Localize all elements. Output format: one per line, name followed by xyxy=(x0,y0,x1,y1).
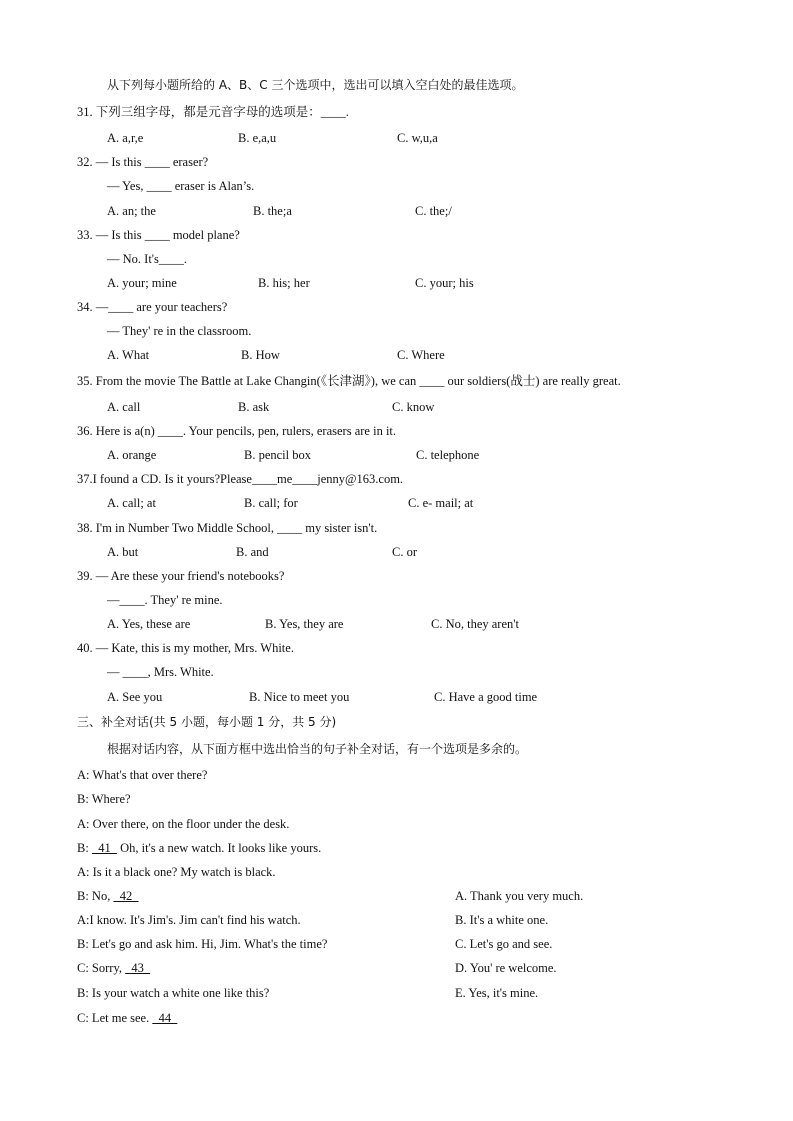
q40-option-a: A. See you xyxy=(107,690,163,704)
q31-option-a: A. a,r,e xyxy=(107,131,144,145)
dialogue-text: B: xyxy=(77,841,92,855)
q40-option-b: B. Nice to meet you xyxy=(249,690,350,704)
q39-option-c: C. No, they aren't xyxy=(431,617,519,631)
q39-option-a: A. Yes, these are xyxy=(107,617,191,631)
q33-option-a: A. your; mine xyxy=(107,276,177,290)
q33-option-b: B. his; her xyxy=(258,276,310,290)
q36-option-c: C. telephone xyxy=(416,448,480,462)
q34-option-c: C. Where xyxy=(397,348,445,362)
q34-option-b: B. How xyxy=(241,348,280,362)
section-3-title: 三、补全对话(共 5 小题，每小题 1 分，共 5 分) xyxy=(77,715,337,729)
dialogue-text: A: Is it a black one? My watch is black. xyxy=(77,865,276,879)
question-34-reply: — They' re in the classroom. xyxy=(107,324,252,338)
q32-option-b: B. the;a xyxy=(253,204,292,218)
q36-option-a: A. orange xyxy=(107,448,157,462)
q38-option-a: A. but xyxy=(107,545,139,559)
dialogue-text: B: No, xyxy=(77,889,114,903)
question-35-stem: 35. From the movie The Battle at Lake Changin(《长津湖》), we can ____ our soldiers(战士) are really great. xyxy=(77,374,621,388)
question-33-reply: — No. It's____. xyxy=(107,252,188,266)
dialogue-text: B: Is your watch a white one like this? xyxy=(77,986,270,1000)
question-34-stem: 34. —____ are your teachers? xyxy=(77,300,228,314)
section-3-instruction: 根据对话内容，从下面方框中选出恰当的句子补全对话，有一个选项是多余的。 xyxy=(107,742,528,756)
option-b: B. It's a white one. xyxy=(455,913,549,927)
q32-option-a: A. an; the xyxy=(107,204,156,218)
question-39-reply: —____. They' re mine. xyxy=(107,593,223,607)
q35-option-c: C. know xyxy=(392,400,435,414)
question-31-stem: 31. 下列三组字母，都是元音字母的选项是：____. xyxy=(77,105,349,119)
blank-43: 43 xyxy=(125,961,151,975)
question-32-stem: 32. — Is this ____ eraser? xyxy=(77,155,209,169)
q40-option-c: C. Have a good time xyxy=(434,690,538,704)
option-e: E. Yes, it's mine. xyxy=(455,986,539,1000)
dialogue-line xyxy=(77,888,138,904)
dialogue-text: C: Let me see. xyxy=(77,1011,153,1025)
question-39-stem: 39. — Are these your friend's notebooks? xyxy=(77,569,285,583)
dialogue-line xyxy=(77,791,131,807)
q37-option-a: A. call; at xyxy=(107,496,156,510)
blank-42: 42 xyxy=(113,889,139,903)
option-d: D. You' re welcome. xyxy=(455,961,557,975)
blank-41: 41 xyxy=(91,841,117,855)
q38-option-c: C. or xyxy=(392,545,417,559)
blank-44: 44 xyxy=(152,1011,178,1025)
dialogue-text: Oh, it's a new watch. It looks like yours. xyxy=(116,841,322,855)
q37-option-b: B. call; for xyxy=(244,496,298,510)
dialogue-line xyxy=(77,840,321,856)
dialogue-line xyxy=(77,864,276,880)
option-a: A. Thank you very much. xyxy=(455,889,584,903)
q37-option-c: C. e- mail; at xyxy=(408,496,474,510)
mc-instruction: 从下列每小题所给的 A、B、C 三个选项中，选出可以填入空白处的最佳选项。 xyxy=(107,78,524,92)
dialogue-line xyxy=(77,960,150,976)
dialogue-text: B: Where? xyxy=(77,792,131,806)
q34-option-a: A. What xyxy=(107,348,150,362)
question-38-stem: 38. I'm in Number Two Middle School, ____ my sister isn't. xyxy=(77,521,378,535)
q31-option-c: C. w,u,a xyxy=(397,131,438,145)
dialogue-line xyxy=(77,816,289,832)
q31-option-b: B. e,a,u xyxy=(238,131,277,145)
q39-option-b: B. Yes, they are xyxy=(265,617,344,631)
dialogue-text: A: Over there, on the floor under the desk. xyxy=(77,817,290,831)
dialogue-line xyxy=(77,985,269,1001)
question-33-stem: 33. — Is this ____ model plane? xyxy=(77,228,240,242)
q38-option-b: B. and xyxy=(236,545,269,559)
question-40-reply: — ____, Mrs. White. xyxy=(107,665,214,679)
question-40-stem: 40. — Kate, this is my mother, Mrs. White. xyxy=(77,641,294,655)
q35-option-b: B. ask xyxy=(238,400,270,414)
dialogue-text: C: Sorry, xyxy=(77,961,126,975)
dialogue-text: A:I know. It's Jim's. Jim can't find his watch. xyxy=(77,913,301,927)
dialogue-text: A: What's that over there? xyxy=(77,768,208,782)
dialogue-line xyxy=(77,767,207,783)
q33-option-c: C. your; his xyxy=(415,276,474,290)
question-37-stem: 37.I found a CD. Is it yours?Please____me____jenny@163.com. xyxy=(77,472,404,486)
q32-option-c: C. the;/ xyxy=(415,204,452,218)
dialogue-line xyxy=(77,912,301,928)
dialogue-line xyxy=(77,1010,177,1026)
dialogue-line xyxy=(77,936,327,952)
option-c: C. Let's go and see. xyxy=(455,937,553,951)
dialogue-text: B: Let's go and ask him. Hi, Jim. What's the time? xyxy=(77,937,328,951)
question-36-stem: 36. Here is a(n) ____. Your pencils, pen, rulers, erasers are in it. xyxy=(77,424,397,438)
question-32-reply: — Yes, ____ eraser is Alan’s. xyxy=(107,179,255,193)
q36-option-b: B. pencil box xyxy=(244,448,312,462)
q35-option-a: A. call xyxy=(107,400,141,414)
question-31 xyxy=(77,104,349,120)
